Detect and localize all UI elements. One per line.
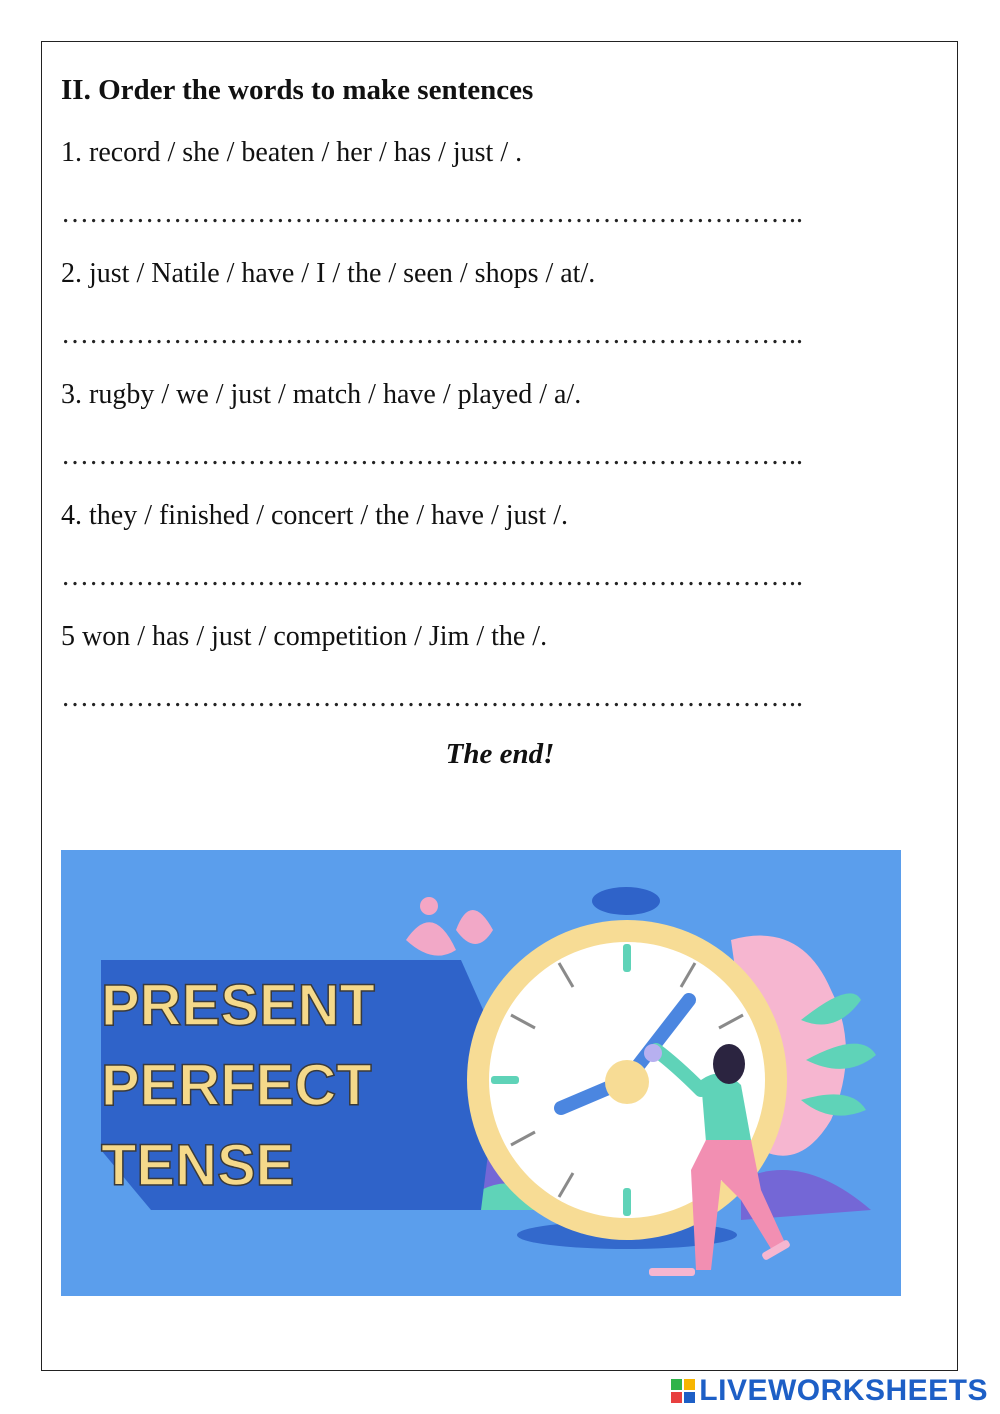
- banner-title-line-2: PERFECT: [101, 1053, 372, 1118]
- present-perfect-banner: [61, 850, 901, 1296]
- brand-name: LIVEWORKSHEETS: [699, 1374, 988, 1407]
- clock-tick: [623, 944, 631, 972]
- question-3: 3. rugby / we / just / match / have / played / a/.: [61, 379, 582, 410]
- banner-title-line-3: TENSE: [101, 1133, 295, 1198]
- pink-dot-icon: [420, 897, 438, 915]
- clock-center-icon: [605, 1060, 649, 1104]
- liveworksheets-logo[interactable]: [671, 1374, 988, 1408]
- question-5: 5 won / has / just / competition / Jim / the /.: [61, 621, 548, 652]
- closing-text: The end!: [445, 738, 555, 770]
- question-1: 1. record / she / beaten / her / has / just / .: [61, 137, 523, 168]
- person-shoe-icon: [649, 1268, 695, 1276]
- question-2: 2. just / Natile / have / I / the / seen / shops / at/.: [61, 258, 596, 289]
- person-hand-icon: [644, 1044, 662, 1062]
- answer-line-3[interactable]: ……………………………………………………………………..: [61, 440, 803, 471]
- answer-line-5[interactable]: ……………………………………………………………………..: [61, 682, 803, 713]
- question-4: 4. they / finished / concert / the / have / just /.: [61, 500, 568, 531]
- banner-title-line-1: PRESENT: [101, 973, 375, 1038]
- answer-line-1[interactable]: ……………………………………………………………………..: [61, 198, 803, 229]
- liveworksheets-logo-icon: [671, 1379, 695, 1403]
- clock-tick: [491, 1076, 519, 1084]
- answer-line-2[interactable]: ……………………………………………………………………..: [61, 319, 803, 350]
- person-head-icon: [713, 1044, 745, 1084]
- section-heading: II. Order the words to make sentences: [61, 74, 534, 106]
- clock-tick: [623, 1188, 631, 1216]
- clock-bell-icon: [592, 887, 660, 915]
- answer-line-4[interactable]: ……………………………………………………………………..: [61, 561, 803, 592]
